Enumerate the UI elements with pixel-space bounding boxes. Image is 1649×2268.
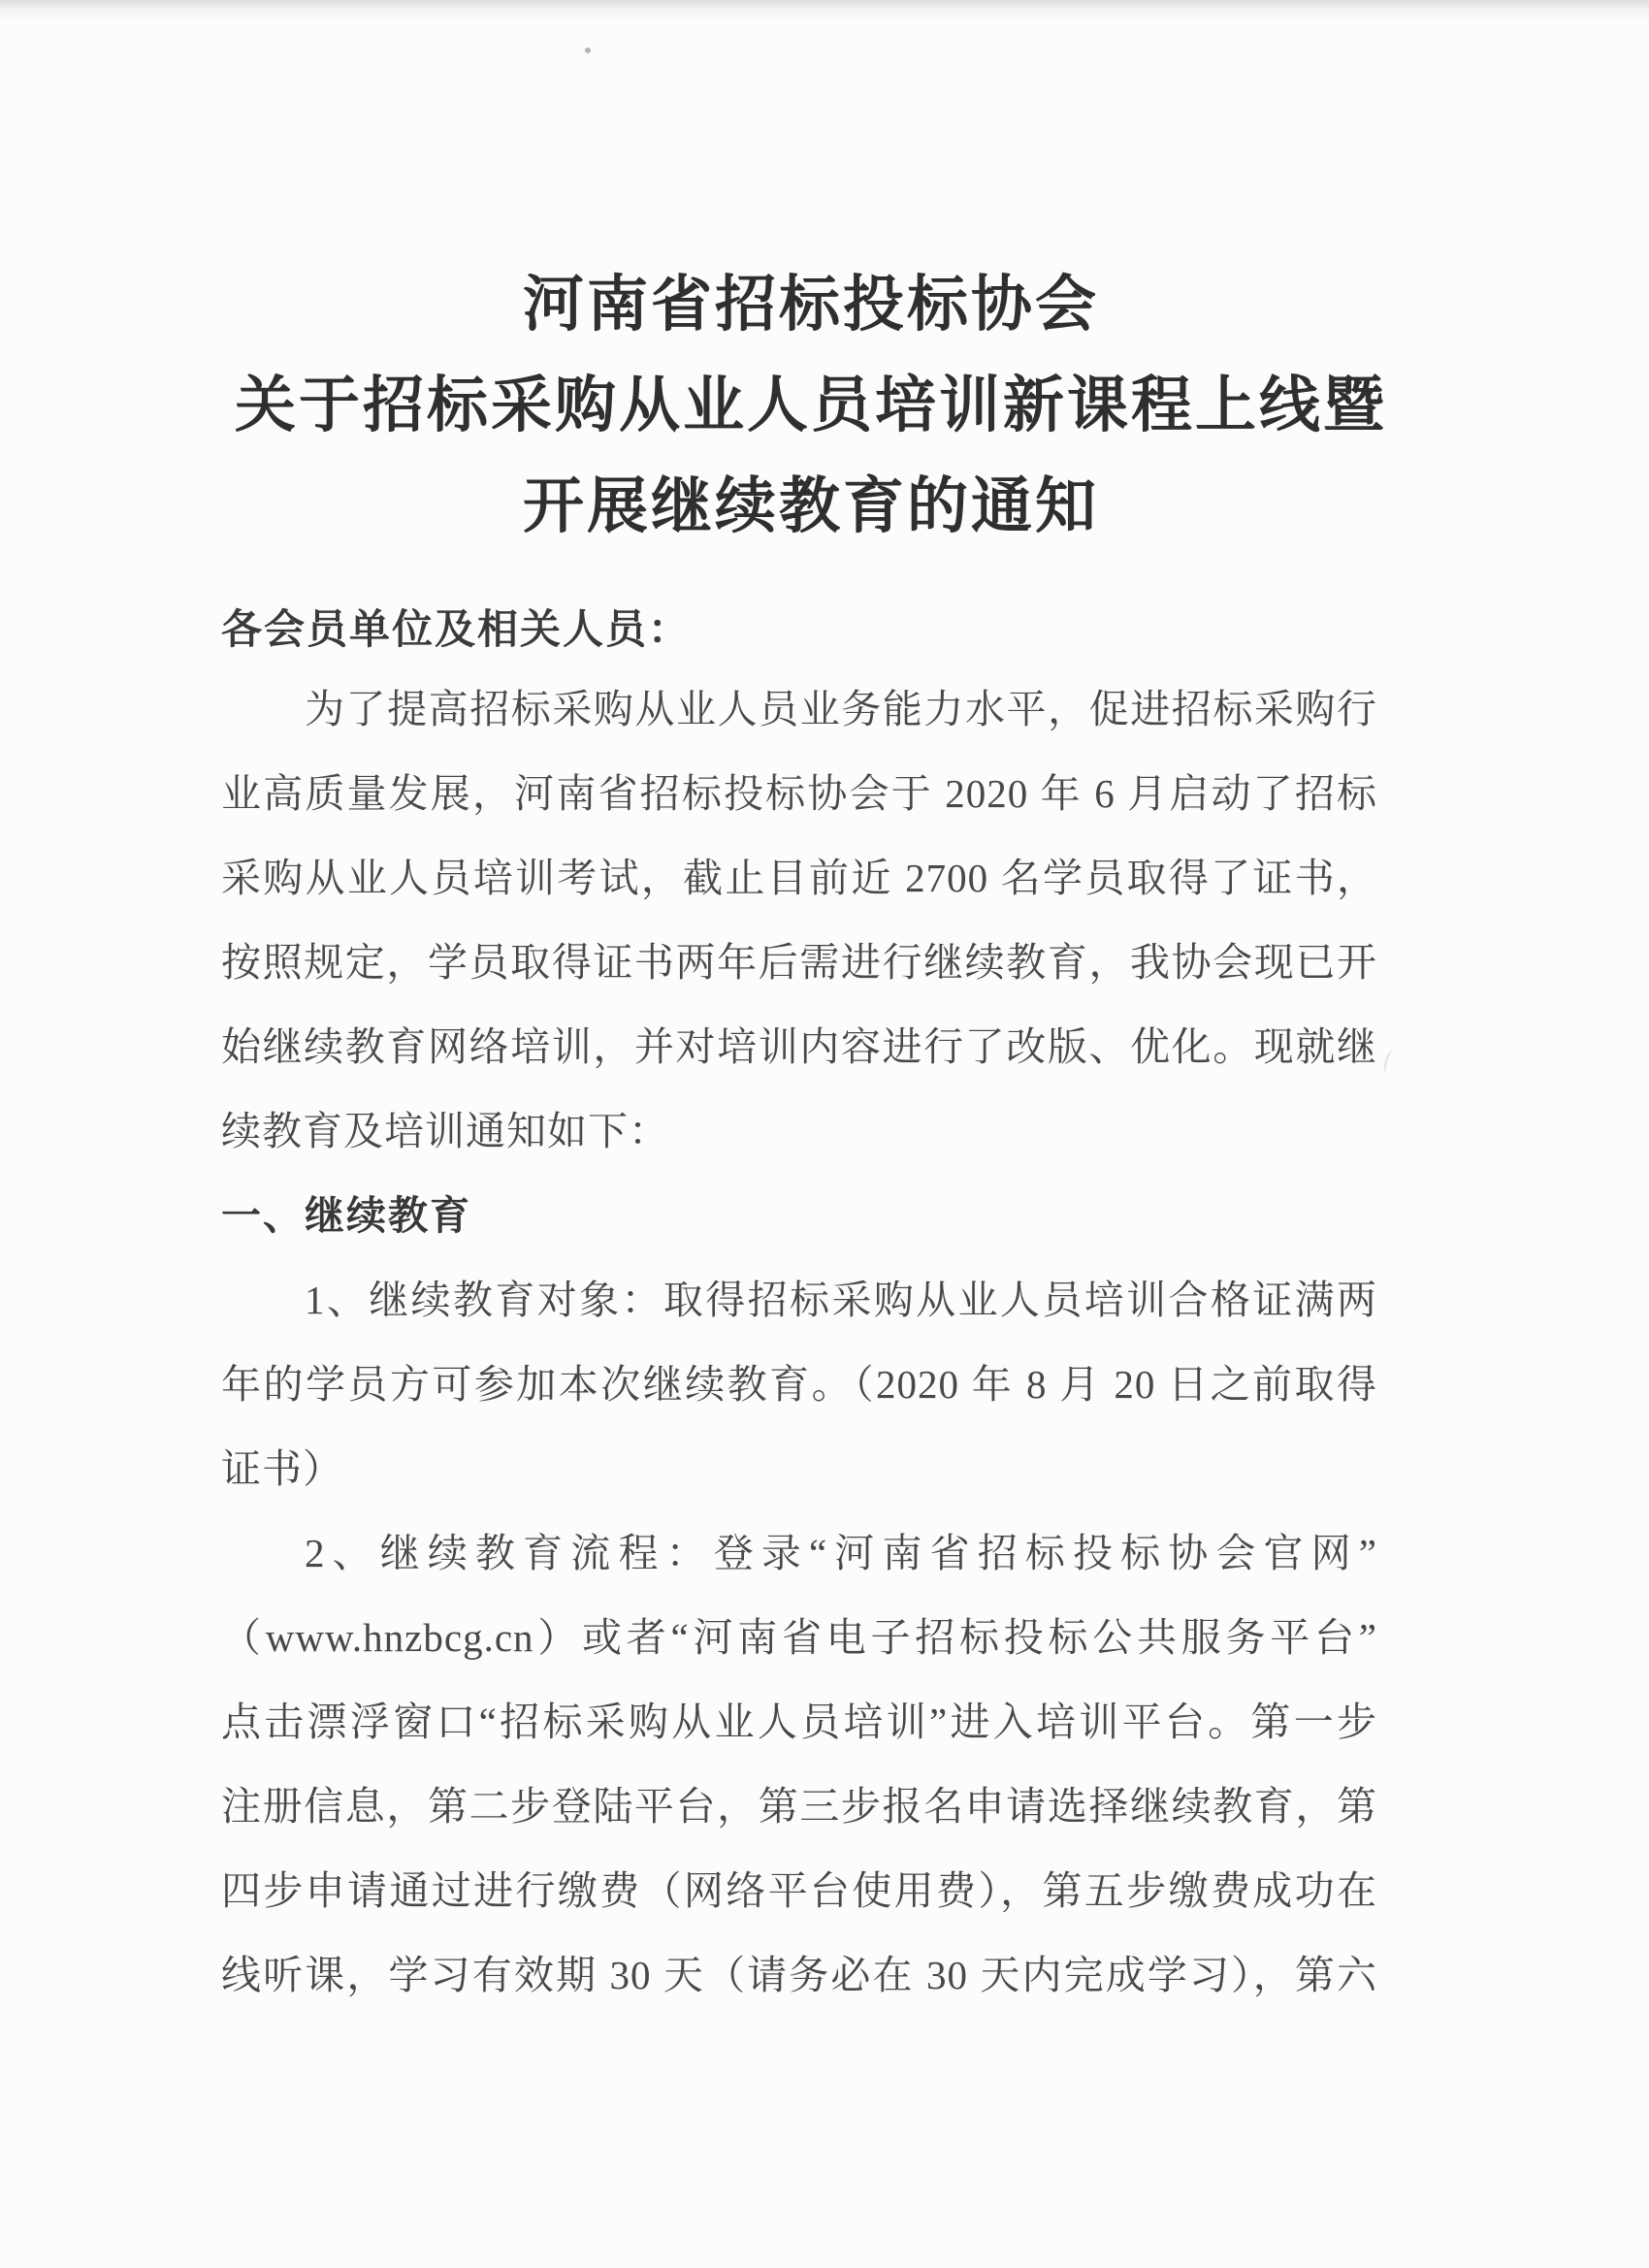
body-line: 始继续教育网络培训，并对培训内容进行了改版、优化。现就继	[221, 1024, 1377, 1069]
body-line: 注册信息，第二步登陆平台，第三步报名申请选择继续教育，第	[221, 1784, 1377, 1829]
scan-top-edge	[0, 0, 1649, 25]
salutation: 各会员单位及相关人员：	[221, 608, 692, 653]
body-line: 2、继续教育流程：登录“河南省招标投标协会官网”	[305, 1531, 1377, 1575]
body-line: （www.hnzbcg.cn）或者“河南省电子招标投标公共服务平台”	[221, 1615, 1377, 1660]
body-line: 年的学员方可参加本次继续教育。（2020 年 8 月 20 日之前取得	[221, 1362, 1377, 1407]
title-line-2: 关于招标采购从业人员培训新课程上线暨	[235, 372, 1387, 439]
body-line: 四步申请通过进行缴费（网络平台使用费），第五步缴费成功在	[221, 1868, 1377, 1913]
section-heading: 一、继续教育	[221, 1193, 471, 1238]
body-line: 采购从业人员培训考试，截止目前近 2700 名学员取得了证书，	[221, 856, 1377, 900]
body-line: 线听课，学习有效期 30 天（请务必在 30 天内完成学习），第六	[221, 1953, 1377, 1997]
body-line: 1、继续教育对象：取得招标采购从业人员培训合格证满两	[305, 1278, 1377, 1322]
scan-speck	[585, 48, 591, 53]
document-title	[0, 254, 1635, 557]
body-line: 为了提高招标采购从业人员业务能力水平，促进招标采购行	[305, 687, 1377, 731]
title-line-3: 开展继续教育的通知	[523, 472, 1099, 540]
body-line: 点击漂浮窗口“招标采购从业人员培训”进入培训平台。第一步	[221, 1700, 1377, 1744]
body-line: 续教育及培训通知如下：	[221, 1109, 669, 1153]
document-body	[221, 667, 1377, 2018]
scan-smudge	[1382, 1049, 1403, 1077]
body-line: 按照规定，学员取得证书两年后需进行继续教育，我协会现已开	[221, 940, 1377, 985]
title-line-1: 河南省招标投标协会	[523, 271, 1099, 339]
body-line: 业高质量发展，河南省招标投标协会于 2020 年 6 月启动了招标	[221, 771, 1377, 816]
body-line: 证书）	[221, 1446, 343, 1491]
